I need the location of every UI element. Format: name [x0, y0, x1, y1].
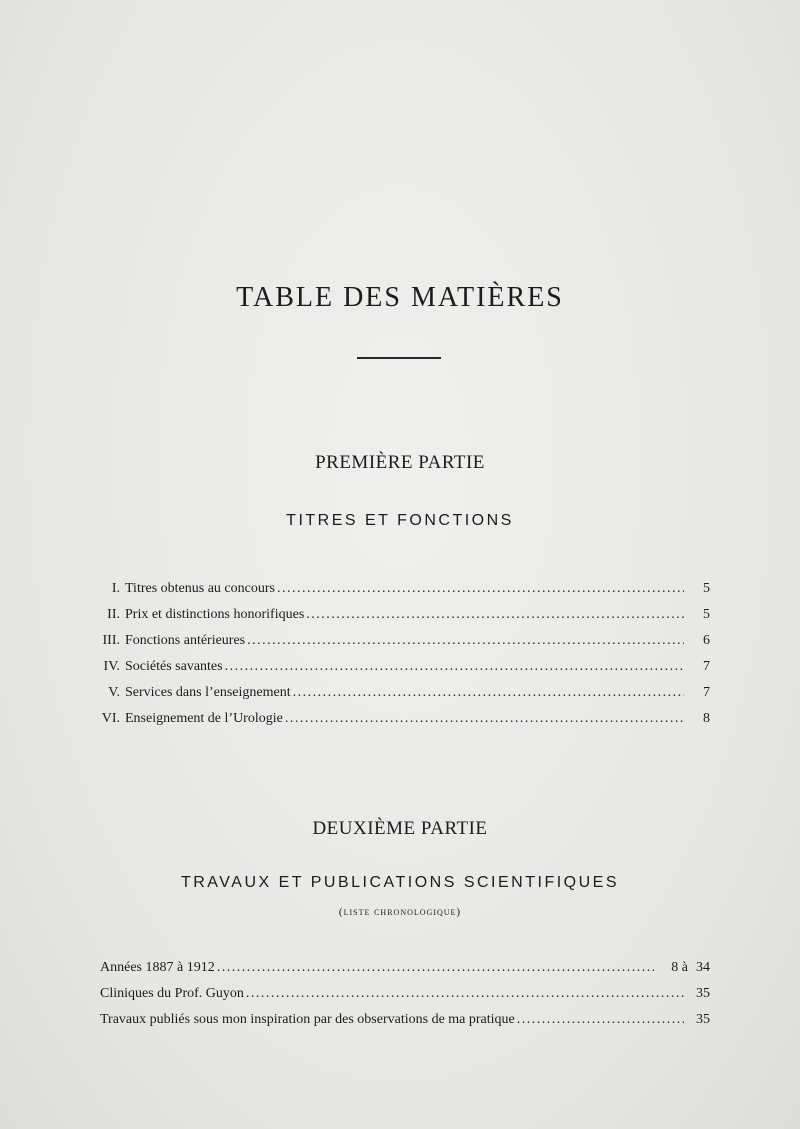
- leader-dots: [217, 955, 654, 981]
- toc-entry-label: Années 1887 à 1912: [100, 960, 215, 975]
- toc-entry-number: V.: [108, 685, 120, 700]
- part1-section-title: TITRES ET FONCTIONS: [286, 512, 514, 529]
- toc-entry: [100, 955, 710, 981]
- toc-entry-label: Prix et distinctions honorifiques: [125, 607, 305, 622]
- toc-entry-number: III.: [102, 633, 120, 648]
- toc-entry: [100, 654, 710, 680]
- leader-dots: [517, 1007, 684, 1033]
- toc-entry: [100, 576, 710, 602]
- toc-entry-page: 34: [696, 960, 710, 975]
- leader-dots: [247, 628, 684, 654]
- toc-entry-label: Sociétés savantes: [125, 659, 223, 674]
- toc-entry-page: 5: [703, 581, 710, 596]
- toc-entry-label: Services dans l’enseignement: [125, 685, 291, 700]
- part2-subnote: (liste chronologique): [338, 906, 462, 918]
- toc-entry-page-from: 8 à: [671, 960, 688, 975]
- toc-entry-page: 6: [703, 633, 710, 648]
- part2-toc: [100, 955, 710, 1033]
- toc-entry-page: 7: [703, 659, 710, 674]
- toc-entry-label: Enseignement de l’Urologie: [125, 711, 283, 726]
- toc-entry: [100, 602, 710, 628]
- page-title: TABLE DES MATIÈRES: [236, 282, 564, 313]
- leader-dots: [246, 981, 684, 1007]
- toc-entry-label: Titres obtenus au concours: [125, 581, 275, 596]
- toc-entry: [100, 680, 710, 706]
- toc-entry-page: 7: [703, 685, 710, 700]
- toc-entry-page: 35: [696, 986, 710, 1001]
- part2-section-title: TRAVAUX ET PUBLICATIONS SCIENTIFIQUES: [180, 874, 620, 891]
- toc-entry-page: 35: [696, 1012, 710, 1027]
- toc-entry-page: 8: [703, 711, 710, 726]
- toc-entry-number: IV.: [103, 659, 120, 674]
- leader-dots: [306, 602, 684, 628]
- toc-entry-number: II.: [107, 607, 120, 622]
- toc-entry: [100, 1007, 710, 1033]
- toc-entry: [100, 706, 710, 732]
- leader-dots: [277, 576, 684, 602]
- leader-dots: [225, 654, 684, 680]
- leader-dots: [285, 706, 684, 732]
- toc-entry-label: Fonctions antérieures: [125, 633, 246, 648]
- leader-dots: [293, 680, 684, 706]
- part1-heading: PREMIÈRE PARTIE: [315, 452, 485, 473]
- toc-entry-page: 5: [703, 607, 710, 622]
- toc-entry-number: I.: [111, 581, 120, 596]
- toc-entry-label: Travaux publiés sous mon inspiration par des observations de ma pratique: [100, 1012, 515, 1027]
- part2-heading: DEUXIÈME PARTIE: [312, 818, 488, 839]
- toc-entry: [100, 981, 710, 1007]
- toc-entry-number: VI.: [101, 711, 120, 726]
- part1-toc: [100, 576, 710, 732]
- toc-entry-label: Cliniques du Prof. Guyon: [100, 986, 244, 1001]
- title-divider: [357, 357, 441, 359]
- toc-entry: [100, 628, 710, 654]
